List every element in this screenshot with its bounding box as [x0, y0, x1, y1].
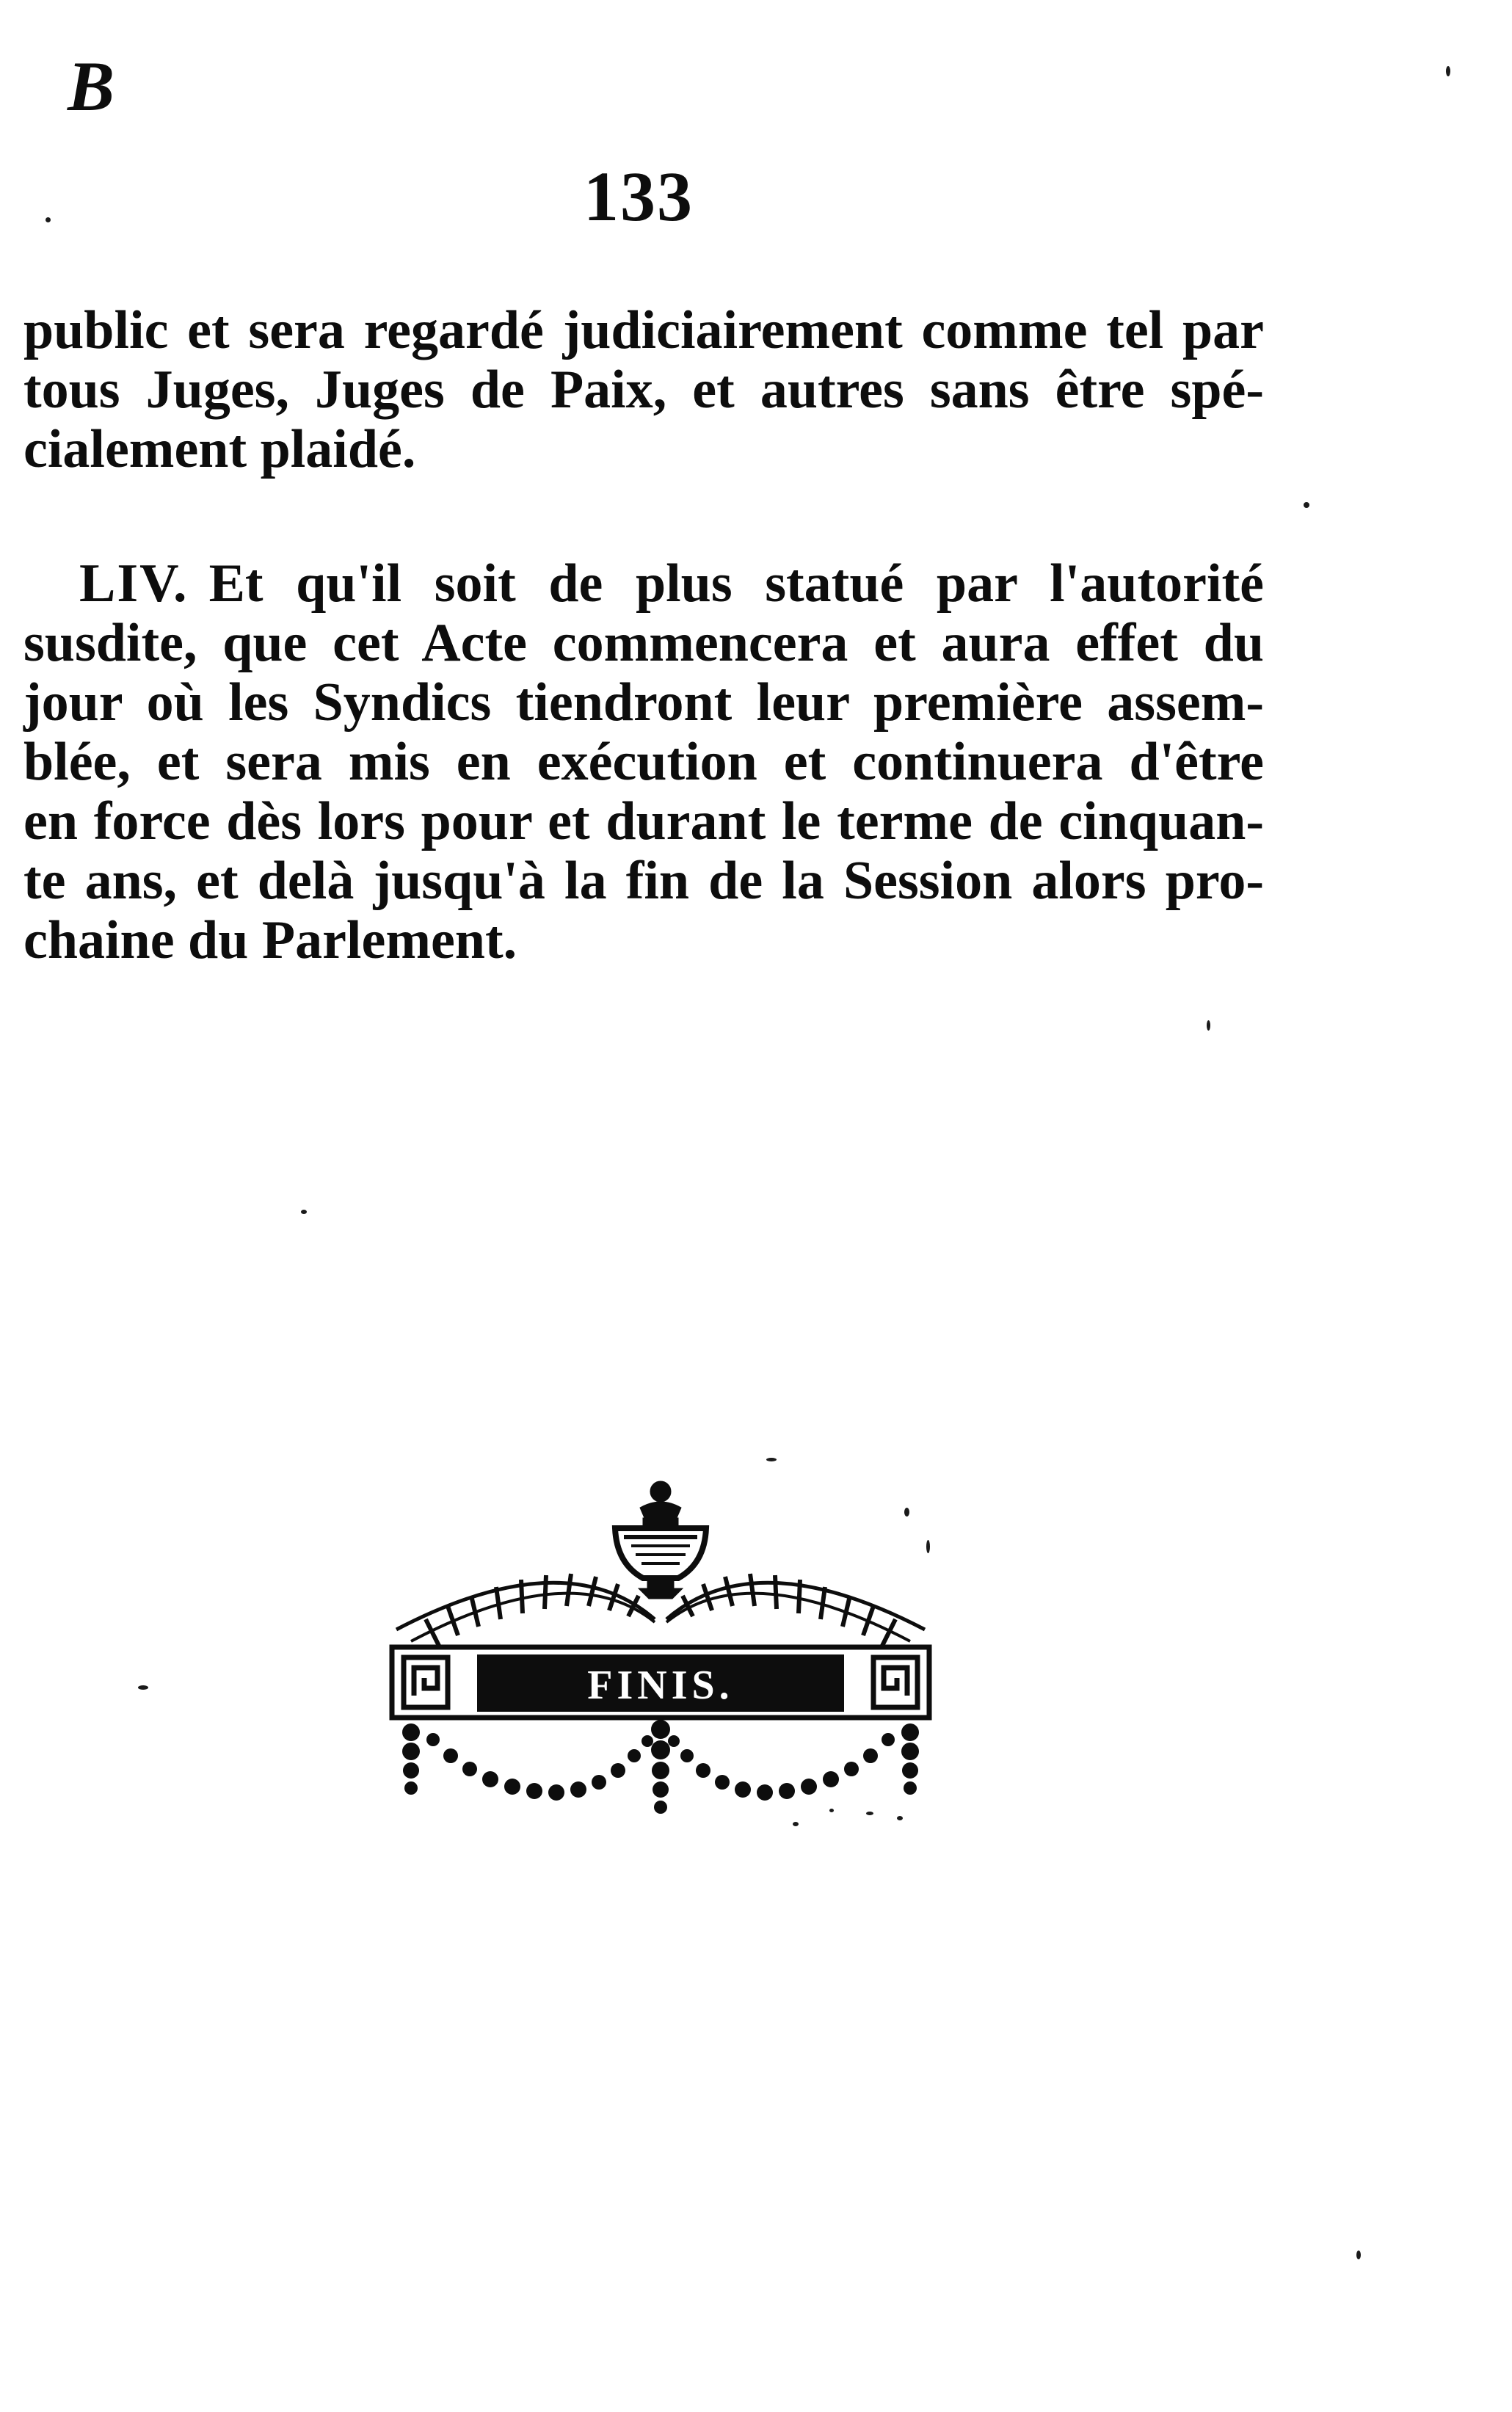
tassel-center-icon	[651, 1720, 670, 1814]
section-number: LIV.	[79, 553, 189, 614]
scan-speck	[138, 1685, 148, 1690]
text-line-first	[23, 554, 1264, 614]
text-line: jour où les Syndics tiendront leur première assem-	[23, 672, 1264, 733]
scan-speck	[1304, 502, 1309, 508]
scan-speck	[1356, 2251, 1361, 2259]
text-line: te ans, et delà jusqu'à la fin de la Session alors pro-	[23, 851, 1264, 911]
page-number: 133	[584, 157, 694, 236]
text-line: blée, et sera mis en exécution et continuera d'être	[23, 732, 1264, 792]
garland-right-icon	[668, 1733, 895, 1801]
plume-left-icon	[396, 1574, 655, 1646]
text-line: susdite, que cet Acte commencera et aura effet du	[23, 613, 1264, 673]
garland-left-icon	[426, 1733, 653, 1801]
scan-speck	[1207, 1020, 1210, 1031]
scan-speck	[766, 1458, 777, 1461]
scan-speck	[904, 1508, 909, 1516]
paragraph-continuation	[23, 301, 1264, 479]
scan-speck	[926, 1540, 930, 1553]
tassel-left-icon	[402, 1723, 420, 1795]
tassel-right-icon	[901, 1723, 919, 1795]
text-line: public et sera regardé judiciairement comme tel par	[23, 300, 1264, 360]
scan-speck	[301, 1210, 307, 1214]
urn-icon	[615, 1481, 706, 1599]
text-line: cialement plaidé.	[23, 419, 416, 479]
plume-right-icon	[666, 1574, 925, 1646]
scan-speck	[793, 1822, 799, 1826]
text-line: en force dès lors pour et durant le terme de cinquan-	[23, 791, 1264, 851]
ornament-label: FINIS.	[587, 1663, 734, 1708]
scan-speck	[829, 1809, 834, 1812]
scan-speck	[897, 1816, 903, 1820]
corner-mark: B	[68, 47, 115, 126]
text-line: tous Juges, Juges de Paix, et autres sans être spé-	[23, 360, 1264, 420]
scan-speck	[866, 1812, 873, 1815]
urn-garland-ornament-icon	[382, 1475, 939, 1820]
scan-speck	[1446, 66, 1450, 76]
text-line: chaine du Parlement.	[23, 910, 517, 970]
text-line: Et qu'il soit de plus statué par l'autorité	[208, 553, 1264, 614]
paragraph-section-liv	[23, 554, 1264, 970]
scan-speck	[46, 217, 51, 222]
